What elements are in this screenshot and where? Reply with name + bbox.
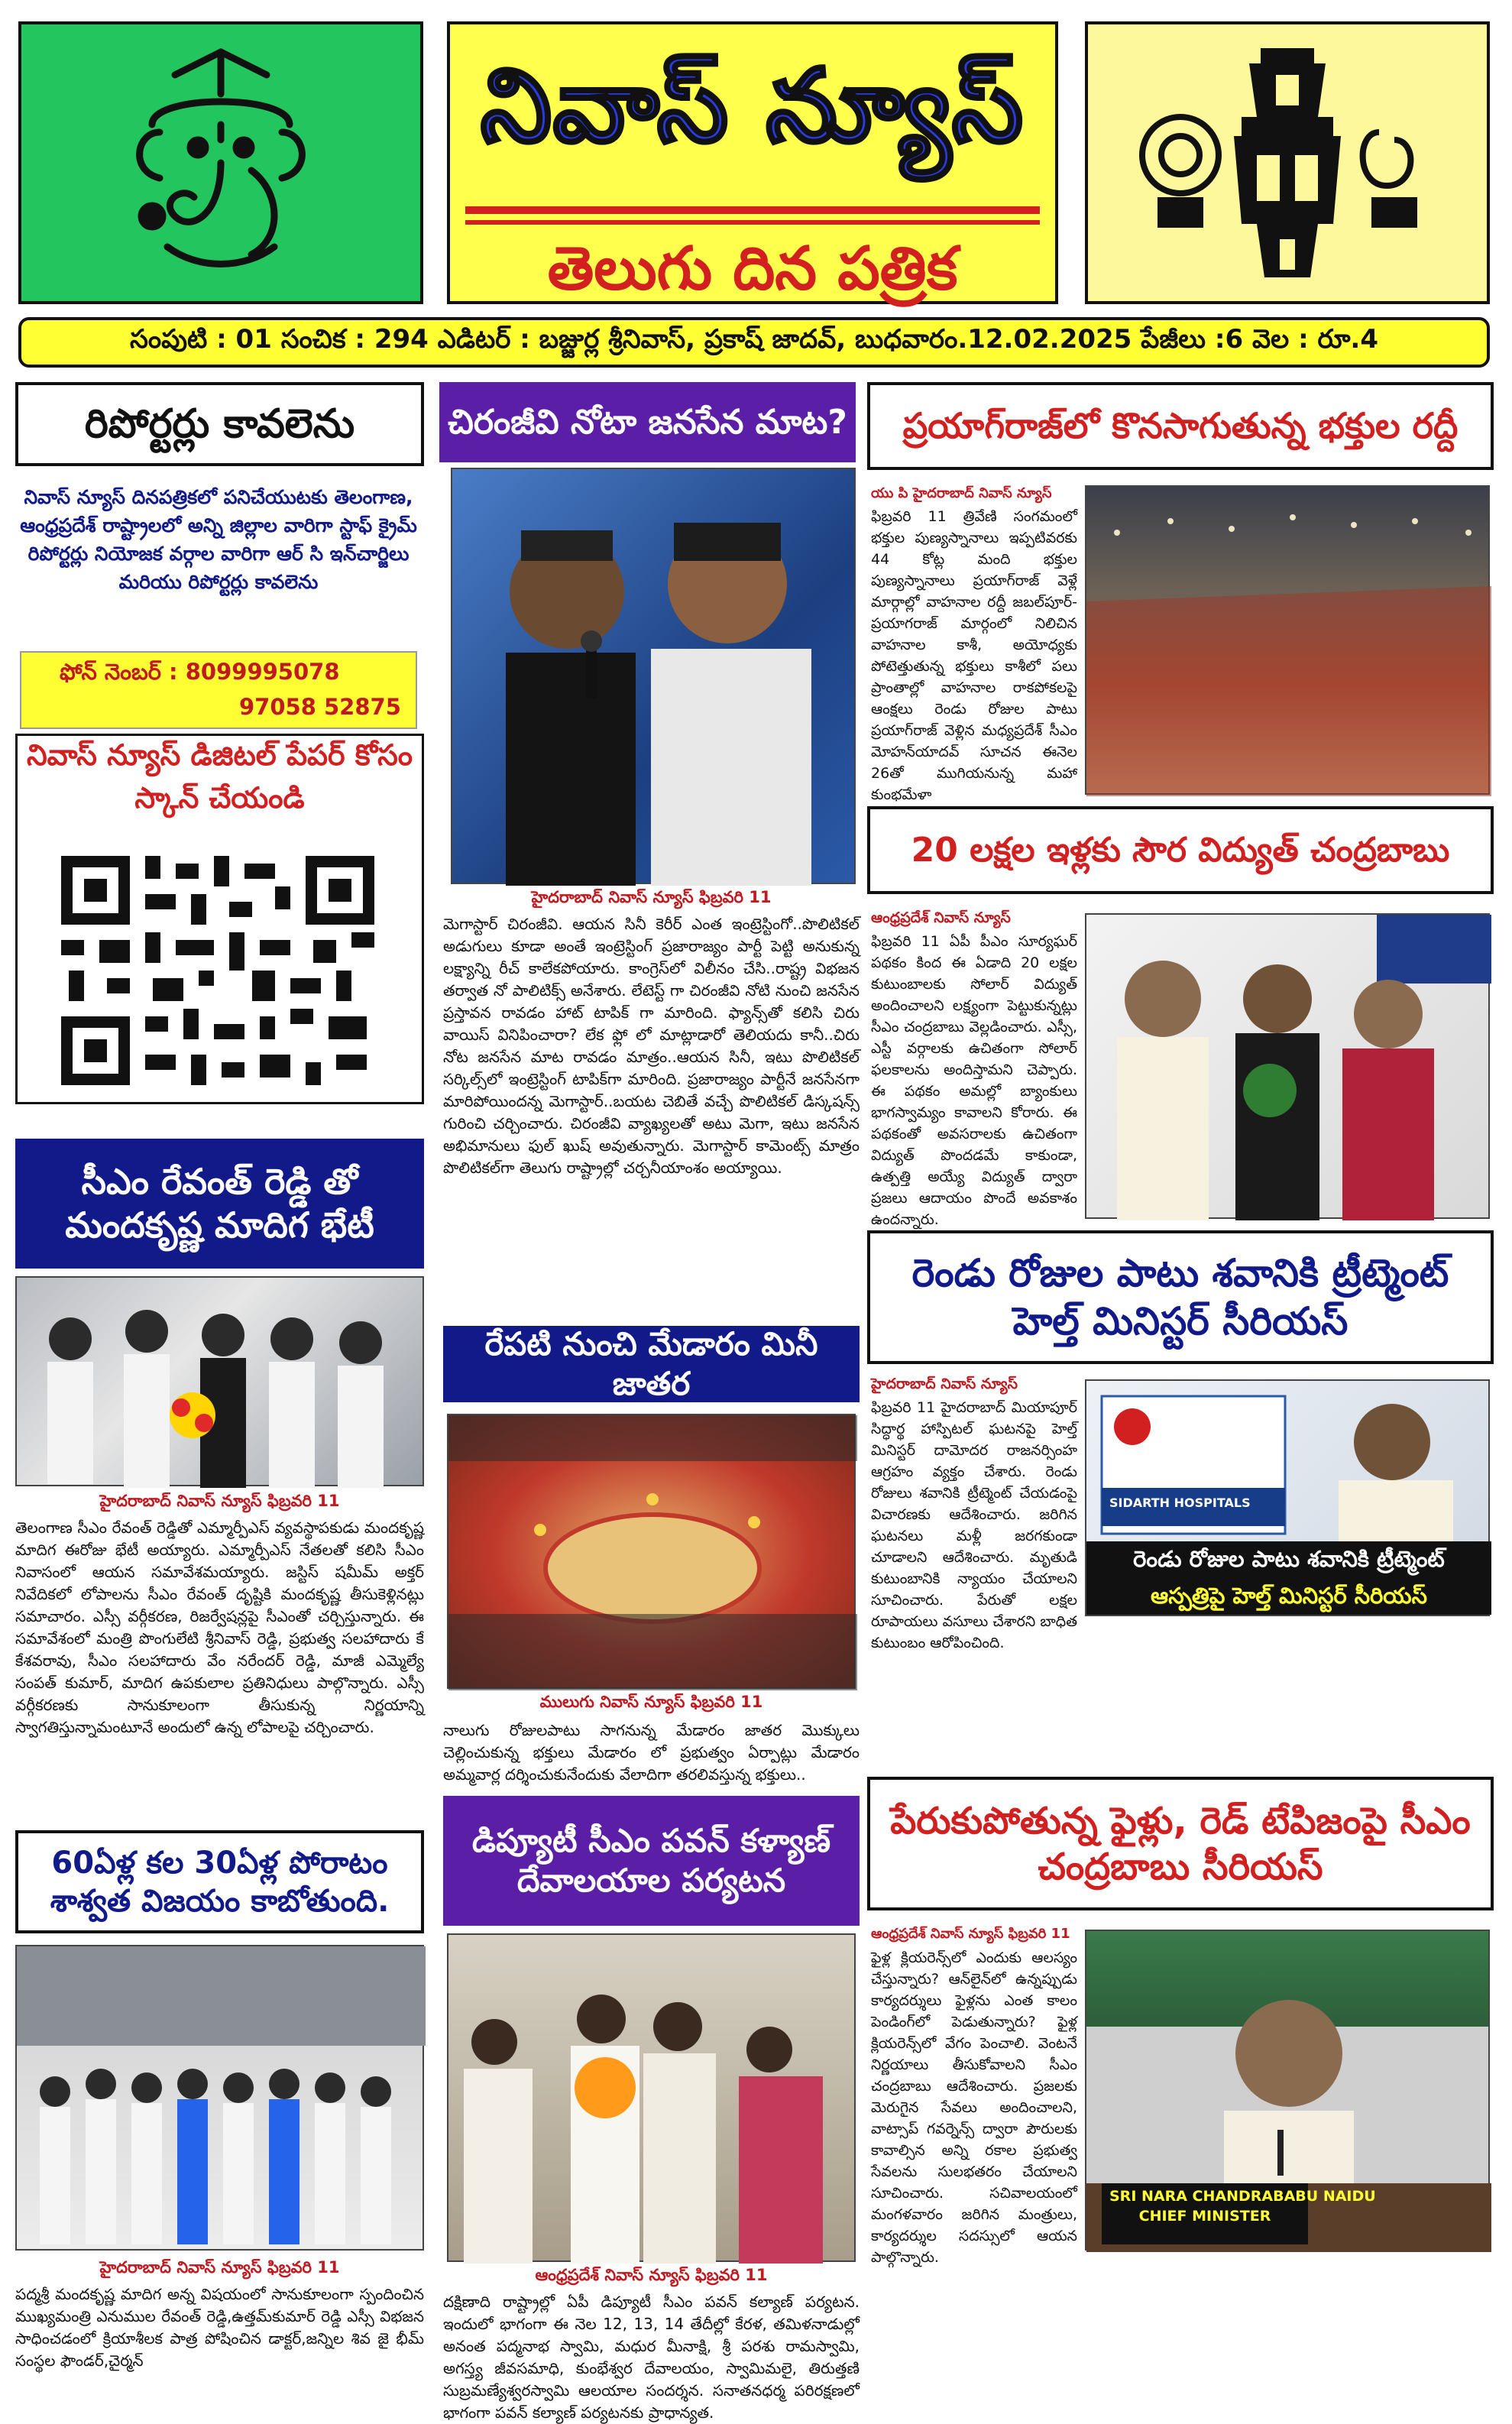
treatment-overlay-1: రెండు రోజుల పాటు శవానికి ట్రీట్మెంట్ — [1086, 1541, 1491, 1577]
prayagraj-caption: యు పి హైదరాబాద్ నివాస్ న్యూస్ — [871, 485, 1052, 501]
revanth-photo — [15, 1276, 424, 1486]
files-caption: ఆంధ్రప్రదేశ్ నివాస్ న్యూస్ ఫిబ్రవరి 11 — [871, 1926, 1070, 1942]
qr-title: నివాస్ న్యూస్ డిజిటల్ పేపర్ కోసం స్కాన్ చేయండి — [26, 738, 413, 815]
pawan-caption: ఆంధ్రప్రదేశ్ నివాస్ న్యూస్ ఫిబ్రవరి 11 — [535, 2266, 768, 2284]
masthead-left-logo — [18, 21, 423, 304]
files-body: ఫైళ్ల క్లియరెన్స్‌లో ఎందుకు ఆలస్యం చేస్తున్నారు? ఆన్‌లైన్‌లో ఉన్నప్పుడు కార్యదర్శులు ఫైళ్లను ఎంత కాలం పెండింగ్‌లో పెడుతున్నారు? ఫైళ్ల క్లియరెన్స్‌లో వేగం పెంచాలి. వెంటనే నిర్ణయాలు తీసుకోవాలని సీఎం చంద్రబాబు ఆదేశించారు. ప్రజలకు మెరుగైన సేవలు అందించాలని, వాట్సాప్ గవర్నెన్స్ ద్వారా పౌరులకు కావాల్సిన అన్ని రకాల ప్రభుత్వ సేవలను సులభతరం చేయాలని సూచించారు. సచివాలయంలో మంగళవారం జరిగిన మంత్రులు, కార్యదర్శుల సదస్సులో ఆయన పాల్గొన్నారు. — [871, 1949, 1077, 2266]
chiranjeevi-photo — [451, 468, 856, 884]
solar-headline: 20 లక్షల ఇళ్లకు సౌర విద్యుత్ చంద్రబాబు — [867, 806, 1494, 894]
pawan-body: దక్షిణాది రాష్ట్రాల్లో ఏపీ డిప్యూటీ సీఎం పవన్ కల్యాణ్ పర్యటన. ఇందులో భాగంగా ఈ నెల 12, 13, 14 తేదీల్లో కేరళ, తమిళనాడుల్లో అనంత పద్మనాభ స్వామి, మధుర మీనాక్షి, శ్రీ పరశు రామస్వామి, అగస్త్య జీవసమాధి, కుంభేశ్వర దేవాలయం, స్వామిమలై, తిరుత్తణి సుబ్రమణ్యేశ్వరస్వామి ఆలయాల సందర్శన. సనాతనధర్మ పరిరక్షణలో భాగంగా పవన్ కల్యాణ్ పర్యటనకు ప్రాధాన్యత. — [443, 2293, 860, 2422]
cm-title: CHIEF MINISTER — [1138, 2208, 1271, 2225]
chiranjeevi-body: మెగాస్టార్ చిరంజీవి. ఆయన సినీ కెరీర్ ఎంత ఇంట్రెస్టింగో..పొలిటికల్ అడుగులు కూడా అంతే ఇంట్రెస్టింగ్ ప్రజారాజ్యం పార్టీ పెట్టి అనుకున్న లక్ష్యాన్ని రీచ్ కాలేకపోయారు. కాంగ్రెస్‌లో విలీనం చేసి..రాష్ట్ర విభజన తర్వాత నో పాలిటిక్స్ అనేశారు. లేటెస్ట్ గా చిరంజీవి నోటి నుంచి జనసేన ప్రస్తావన రావడం హాట్ టాపిక్ గా మారింది. ఫ్యాన్స్‌తో కలిసి చిరు వాయిస్ వినిపించారా? లేక ఫ్లో లో మాట్లాడారో తెలియదు కానీ..చిరు నోట జనసేన మాట రావడం మాత్రం..ఆయన సినీ, ఇటు పొలిటికల్ సర్కిల్స్‌లో ఇంట్రెస్టింగ్ టాపిక్‌గా మారింది. ప్రజారాజ్యం పార్టీనే జనసేనగా మారిపోయిందన్న మెగాస్టార్..బయట చెబితే వచ్చే పొలిటికల్ డిస్కషన్స్ గురించి చర్చించారు. చిరంజీవి వ్యాఖ్యలతో అటు మెగా, ఇటు జనసేన అభిమానులు ఫుల్ ఖుష్ అవుతున్నారు. మెగాస్టార్ కామెంట్స్ మాత్రం పొలిటికల్‌గా తెలుగు రాష్ట్రాల్లో చర్చనీయాంశం అయ్యాయి. — [443, 915, 860, 1177]
pawan-headline: డిప్యూటీ సీఎం పవన్ కళ్యాణ్ దేవాలయాల పర్యటన — [443, 1796, 860, 1926]
treatment-caption: హైదరాబాద్ నివాస్ న్యూస్ — [871, 1376, 1018, 1392]
treatment-headline: రెండు రోజుల పాటు శవానికి ట్రీట్మెంట్ హెల్త్ మినిస్టర్ సీరియస్ — [867, 1230, 1494, 1364]
ad-headline: రిపోర్టర్లు కావలెను — [15, 382, 424, 466]
treatment-photo — [1085, 1379, 1490, 1616]
newspaper-title: నివాస్ న్యూస్ — [481, 47, 1025, 165]
newspaper-subtitle: తెలుగు దిన పత్రిక — [547, 235, 958, 303]
medaram-headline: రేపటి నుంచి మేడారం మినీ జాతర — [443, 1326, 860, 1402]
ad-phone-box — [20, 651, 417, 729]
solar-photo — [1085, 913, 1490, 1219]
qr-code[interactable] — [53, 848, 382, 1093]
ad-phone-2: 97058 52875 — [239, 694, 401, 720]
ganesha-icon — [106, 41, 335, 285]
prayagraj-headline: ప్రయాగ్‌రాజ్‌లో కొనసాగుతున్న భక్తుల రద్దీ — [867, 382, 1494, 470]
files-headline: పేరుకుపోతున్న ఫైళ్లు, రెడ్ టేపిజంపై సీఎం చంద్రబాబు సీరియస్ — [867, 1777, 1494, 1910]
sixty-years-caption: హైదరాబాద్ నివాస్ న్యూస్ ఫిబ్రవరి 11 — [99, 2258, 340, 2277]
sixty-years-photo — [15, 1945, 424, 2251]
prayagraj-body: ఫిబ్రవరి 11 త్రివేణి సంగమంలో భక్తుల పుణ్యస్నానాలు ఇప్పటివరకు 44 కోట్ల మంది భక్తుల పుణ్యస్నానాలు ప్రయాగ్‌రాజ్ వెళ్లే మార్గాల్లో వాహనాల రద్దీ జబల్‌పూర్-ప్రయాగరాజ్ మార్గంలో నిలిచిన వాహనాల కాశీ, అయోధ్యకు పోటెత్తుతున్న భక్తులు కాశీలో పలు ప్రాంతాల్లో వాహనాల రాకపోకలపై ఆంక్షలు రెండు రోజుల పాటు ప్రయాగ్‌రాజ్ వెళ్లిన మధ్యప్రదేశ్ సీఎం మోహన్‌యాదవ్ సూచన ఈనెల 26తో ముగియనున్న మహా కుంభమేళా — [871, 508, 1077, 803]
prayagraj-photo — [1085, 485, 1490, 795]
treatment-body: ఫిబ్రవరి 11 హైదరాబాద్ మియాపూర్ సిద్ధార్థ హాస్పిటల్ ఘటనపై హెల్త్ మినిస్టర్ దామోదర రాజనర్సింహ ఆగ్రహం వ్యక్తం చేశారు. రెండు రోజులు శవానికి ట్రీట్మెంట్ చేయడంపై విచారణకు ఆదేశించారు. జరిగిన ఘటనలు మళ్లీ జరగకుండా చూడాలని ఆదేశించారు. మృతుడి కుటుంబానికి న్యాయం చేయాలని సూచించారు. పేరుతో లక్షల రూపాయలు వసూలు చేశారని బాధిత కుటుంబం ఆరోపించింది. — [871, 1399, 1077, 1651]
issue-info-bar: సంపుటి : 01 సంచిక : 294 ఎడిటర్ : బజ్జుర్ల శ్రీనివాస్, ప్రకాష్ జాదవ్, బుధవారం.12.02.2025 పేజీలు :6 వెల : రూ.4 — [18, 317, 1490, 368]
medaram-caption: ములుగు నివాస్ న్యూస్ ఫిబ్రవరి 11 — [539, 1693, 763, 1711]
treatment-overlay-2: ఆస్పత్రిపై హెల్త్ మినిస్టర్ సీరియస్ — [1086, 1577, 1491, 1615]
pawan-photo — [447, 1933, 856, 2262]
sixty-years-headline: 60ఏళ్ల కల 30ఏళ్ల పోరాటం శాశ్వత విజయం కాబోతుంది. — [15, 1830, 424, 1933]
ad-phone-1: ఫోన్ నెంబర్ : 8099995078 — [60, 659, 340, 685]
masthead-title-panel — [447, 21, 1058, 304]
chiranjeevi-caption: హైదరాబాద్ నివాస్ న్యూస్ ఫిబ్రవరి 11 — [531, 888, 772, 906]
files-photo — [1085, 1930, 1490, 2251]
hospital-sign: SIDARTH HOSPITALS — [1109, 1496, 1251, 1510]
venkateswara-icon — [1127, 33, 1448, 293]
sixty-years-body: పద్మశ్రీ మందకృష్ణ మాదిగ అన్న విషయంలో సానుకూలంగా స్పందించిన ముఖ్యమంత్రి ఎనుముల రేవంత్ రెడ్డి,ఉత్తమ్‌కుమార్ రెడ్డి ఎస్సీ విభజన సాధించడంలో క్రియాశీలక పాత్ర పోషించిన డాక్టర్,జన్నిల శివ జై భీమ్ సంస్థల ఫౌండర్,చైర్మన్ — [15, 2285, 424, 2370]
cm-name: SRI NARA CHANDRABABU NAIDU — [1109, 2188, 1376, 2205]
medaram-photo — [447, 1414, 856, 1689]
cm-nameplate — [1102, 2183, 1376, 2244]
solar-caption: ఆంధ్రప్రదేశ్ నివాస్ న్యూస్ — [871, 909, 1011, 926]
solar-body: ఫిబ్రవరి 11 ఏపీ పీఎం సూర్యఘర్ పథకం కింద ఈ ఏడాది 20 లక్షల కుటుంబాలకు సోలార్ విద్యుత్ అందించాలని లక్ష్యంగా పెట్టుకున్నట్లు సీఎం చంద్రబాబు వెల్లడించారు. ఎస్సీ, ఎస్టీ వర్గాలకు ఉచితంగా సోలార్ ఫలకాలను అందిస్తామని చెప్పారు. ఈ పథకం అమల్లో బ్యాంకులు భాగస్వామ్యం కావాలని కోరారు. ఈ పథకంతో అవసరాలకు ఉచితంగా విద్యుత్ పొందడమే కాకుండా, ఉత్పత్తి అయ్యే విద్యుత్ ద్వారా ప్రజలు ఆదాయం పొందే అవకాశం ఉందన్నారు. — [871, 933, 1077, 1228]
masthead-right-logo — [1085, 21, 1490, 304]
title-divider — [465, 220, 1040, 225]
medaram-body: నాలుగు రోజులపాటు సాగనున్న మేడారం జాతర మొక్కులు చెల్లించుకున్న భక్తులు మేడారం లో ప్రభుత్వం ఏర్పాట్లు మేడారం అమ్మవార్ల దర్శించుకునేందుకు వేలాదిగా తరలివస్తున్న భక్తులు.. — [443, 1721, 860, 1784]
title-divider — [465, 206, 1040, 214]
revanth-caption: హైదరాబాద్ నివాస్ న్యూస్ ఫిబ్రవరి 11 — [99, 1492, 340, 1510]
revanth-body: తెలంగాణ సీఎం రేవంత్ రెడ్డితో ఎమ్మార్పీఎస్ వ్యవస్థాపకుడు మందకృష్ణ మాదిగ ఈరోజు భేటీ అయ్యారు. ఎమ్మార్పీఎస్ నేతలతో కలిసి సీఎం నివాసంలో ఆయన సమావేశమయ్యారు. జస్టిస్ షమీమ్ అక్తర్ నివేదికలో లోపాలను సీఎం రేవంత్ దృష్టికి మందకృష్ణ తీసుకెళ్లినట్లు సమాచారం. ఎస్సీ వర్గీకరణ, రిజర్వేషన్లపై సీఎంతో చర్చిస్తున్నారు. ఈ సమావేశంలో మంత్రి పొంగులేటి శ్రీనివాస్ రెడ్డి, ప్రభుత్వ సలహాదారు కే కేశవరావు, సీఎం సలహాదారు వేం నరేందర్ రెడ్డి, మాజీ ఎమ్మెల్యే సంపత్ కుమార్, మాదిగ ఉపకులాల ప్రతినిధులు పాల్గొన్నారు. ఎస్సీ వర్గీకరణకు సానుకూలంగా తీసుకున్న నిర్ణయాన్ని స్వాగతిస్తున్నామంటూనే అందులో ఉన్న లోపాలపై చర్చించారు. — [15, 1518, 424, 1736]
revanth-headline: సీఎం రేవంత్ రెడ్డి తో మందకృష్ణ మాదిగ భేటీ — [15, 1139, 424, 1269]
ad-body: నివాస్ న్యూస్ దినపత్రికలో పనిచేయుటకు తెలంగాణ, ఆంధ్రప్రదేశ్ రాష్ట్రాలలో అన్ని జిల్లాల వారిగా స్టాఫ్ క్రైమ్ రిపోర్టర్లు నియోజక వర్గాల వారిగా ఆర్ సి ఇన్‌చార్జిలు మరియు రిపోర్టర్లు కావలెను — [20, 486, 417, 593]
chiranjeevi-headline: చిరంజీవి నోటా జనసేన మాట? — [439, 382, 856, 462]
